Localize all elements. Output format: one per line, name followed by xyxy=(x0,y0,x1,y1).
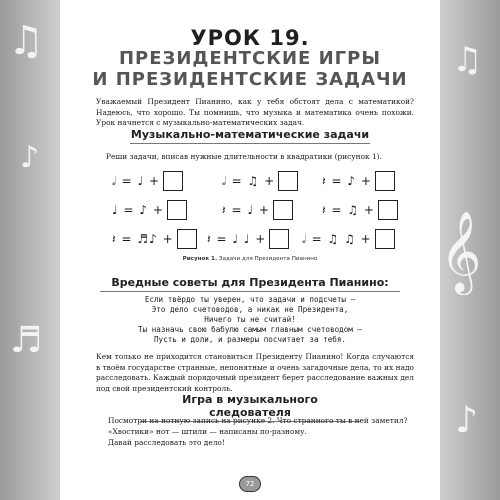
lesson-title-line-1: ПРЕЗИДЕНТСКИЕ ИГРЫ xyxy=(118,48,381,69)
answer-box[interactable] xyxy=(378,200,398,220)
answer-box[interactable] xyxy=(167,200,187,220)
lesson-title-line-2: И ПРЕЗИДЕНТСКИЕ ЗАДАЧИ xyxy=(92,69,408,90)
advice-paragraph: Кем только не приходится становиться Президенту Пианино! Когда случаются в твоём государстве странные, непонятные и очень загадочные дела, то их надо расследовать. Каждый порядочный президент берет расследование важных дел под свой президентский контроль. xyxy=(96,352,414,393)
task: 𝄽 = ♩ + xyxy=(222,199,293,221)
math-instruction: Реши задачи, вписав нужные длительности в квадратики (рисунок 1). xyxy=(106,152,382,161)
task: ♩ = ♪ + xyxy=(112,199,187,221)
answer-box[interactable] xyxy=(269,229,289,249)
answer-box[interactable] xyxy=(375,171,395,191)
task: 𝄽 = ♫ + xyxy=(322,199,398,221)
detective-line: «Хвостики» нот — штили — написаны по-разному. xyxy=(108,427,307,436)
task-row xyxy=(112,228,412,250)
page-number: 72 xyxy=(239,476,261,492)
detective-line: Давай расследовать это дело! xyxy=(108,438,225,447)
task: 𝄽 = ♪ + xyxy=(322,170,395,192)
task-row xyxy=(112,170,412,192)
page xyxy=(60,0,440,500)
advice-section-heading: Вредные советы для Президента Пианино: xyxy=(100,276,400,292)
note-decoration-icon: ♬ xyxy=(10,320,43,361)
note-decoration-icon: ♪ xyxy=(20,140,40,175)
detective-line: Посмотри на нотную запись на рисунке 2. Что странного ты в ней заметил? xyxy=(108,416,408,425)
poem-line: Пусть и доли, и размеры посчитает за тебя. xyxy=(153,335,347,344)
task-row xyxy=(112,199,412,221)
lesson-number: УРОК 19. xyxy=(190,26,310,50)
poem-line: Если твёрдо ты уверен, что задачи и подсчеты — xyxy=(144,295,356,304)
figure-caption: Рисунок 1. Задачи для Президента Пианино xyxy=(182,256,318,262)
answer-box[interactable] xyxy=(375,229,395,249)
task: 𝅗𝅥 = ♫ + xyxy=(222,170,298,192)
note-decoration-icon: ♪ xyxy=(455,400,478,441)
task: 𝅗𝅥 = ♫ ♫ + xyxy=(302,228,395,250)
task: 𝅗𝅥 = ♩ + xyxy=(112,170,183,192)
task: 𝄽 = ♬♪ + xyxy=(112,228,197,250)
intro-paragraph: Уважаемый Президент Пианино, как у тебя обстоят дела с математикой? Надеюсь, что хорошо. Ты помнишь, что музыка и математика очень похожи. Урок начнется с музыкально-математических задач. xyxy=(96,97,414,128)
poem-line: Ты назначь свою бабулю самым главным счетоводом — xyxy=(137,325,363,334)
note-decoration-icon: ♫ xyxy=(8,18,44,64)
treble-clef-icon: 𝄞 xyxy=(440,210,482,292)
answer-box[interactable] xyxy=(278,171,298,191)
math-section-heading: Музыкально-математические задачи xyxy=(130,128,370,144)
poem-line: Ничего ты не считай! xyxy=(204,315,296,324)
answer-box[interactable] xyxy=(273,200,293,220)
note-decoration-icon: ♫ xyxy=(452,40,483,80)
answer-box[interactable] xyxy=(163,171,183,191)
detective-section-heading: Игра в музыкального следователя xyxy=(140,393,360,422)
poem-line: Это дело счетоводов, а никак не Президента, xyxy=(151,305,349,314)
answer-box[interactable] xyxy=(177,229,197,249)
task: 𝄽 = ♩ ♩ + xyxy=(207,228,289,250)
